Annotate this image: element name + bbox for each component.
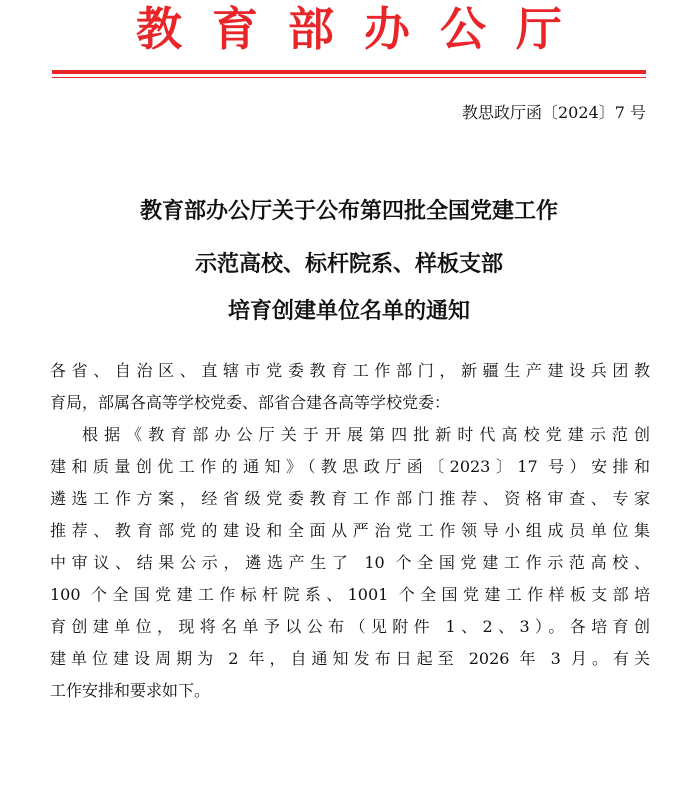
addressee-line-1: 各省、自治区、直辖市党委教育工作部门，新疆生产建设兵团教 [50,361,650,380]
document-title-line-1: 教育部办公厅关于公布第四批全国党建工作 [139,199,558,224]
document-title-line-3: 培育创建单位名单的通知 [227,299,470,324]
header-rule-thin [52,77,646,78]
paragraph-line: 育创建单位，现将名单予以公布（见附件 1、2、3）。各培育创 [50,617,650,636]
paragraph-line: 推荐、教育部党的建设和全面从严治党工作领导小组成员单位集 [50,521,650,540]
paragraph-line: 遴选工作方案，经省级党委教育工作部门推荐、资格审查、专家 [50,489,650,508]
paragraph-line: 建单位建设周期为 2 年，自通知发布日起至 2026 年 3 月。有关 [50,649,650,668]
paragraph-line: 根据《教育部办公厅关于开展第四批新时代高校党建示范创 [82,425,650,444]
paragraph-line: 建和质量创优工作的通知》（教思政厅函〔2023〕17 号）安排和 [50,457,650,476]
addressee-line-2: 育局，部属各高等学校党委、部省合建各高等学校党委： [50,393,451,412]
paragraph-line: 中审议、结果公示，遴选产生了 10 个全国党建工作示范高校、 [50,553,650,572]
document-title-line-2: 示范高校、标杆院系、样板支部 [194,252,503,277]
header-rule-thick [52,70,646,74]
document-number: 教思政厅函〔2024〕7 号 [462,103,646,122]
issuing-office-header: 教育部办公厅 [136,2,592,56]
paragraph-line: 工作安排和要求如下。 [50,681,211,700]
document-body [50,355,650,707]
paragraph-line: 100 个全国党建工作标杆院系、1001 个全国党建工作样板支部培 [50,585,650,604]
